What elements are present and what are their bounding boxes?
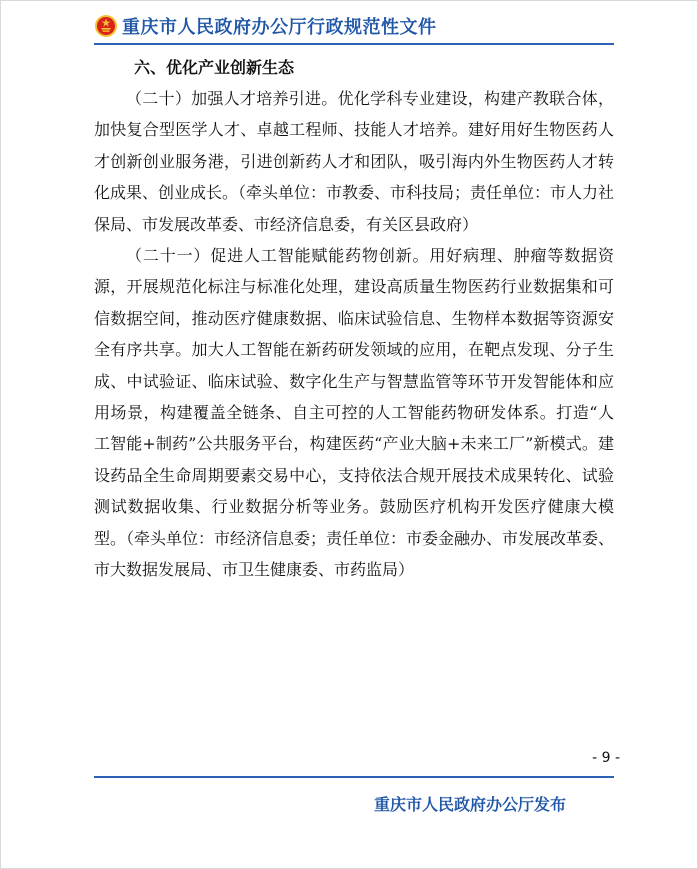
page-number: - 9 - — [592, 750, 620, 766]
header-divider — [94, 43, 614, 45]
footer-divider — [94, 776, 614, 778]
paragraph-21: （二十一）促进人工智能赋能药物创新。用好病理、肿瘤等数据资源，开展规范化标注与标准化处理，建设高质量生物医药行业数据集和可信数据空间，推动医疗健康数据、临床试验信息、生物样本数据等资源安全有序共享。加大人工智能在新药研发领域的应用，在靶点发现、分子生成、中试验证、临床试验、数字化生产与智慧监管等环节开发智能体和应用场景，构建覆盖全链条、自主可控的人工智能药物研发体系。打造“人工智能+制药”公共服务平台，构建医药“产业大脑+未来工厂”新模式。建设药品全生命周期要素交易中心，支持依法合规开展技术成果转化、试验测试数据收集、行业数据分析等业务。鼓励医疗机构开发医疗健康大模型。（牵头单位：市经济信息委；责任单位：市委金融办、市发展改革委、市大数据发展局、市卫生健康委、市药监局） — [94, 246, 615, 580]
header-title: 重庆市人民政府办公厅行政规范性文件 — [122, 17, 437, 38]
paragraph-20: （二十）加强人才培养引进。优化学科专业建设，构建产教联合体，加快复合型医学人才、卓越工程师、技能人才培养。建好用好生物医药人才创新创业服务港，引进创新药人才和团队，吸引海内外生物医药人才转化成果、创业成长。（牵头单位：市教委、市科技局；责任单位：市人力社保局、市发展改革委、市经济信息委，有关区县政府） — [94, 89, 615, 234]
document-header — [94, 8, 614, 44]
footer-publisher: 重庆市人民政府办公厅发布 — [374, 795, 567, 814]
section-heading: 六、优化产业创新生态 — [134, 58, 295, 77]
national-emblem-icon — [94, 14, 118, 38]
document-body — [94, 52, 614, 586]
